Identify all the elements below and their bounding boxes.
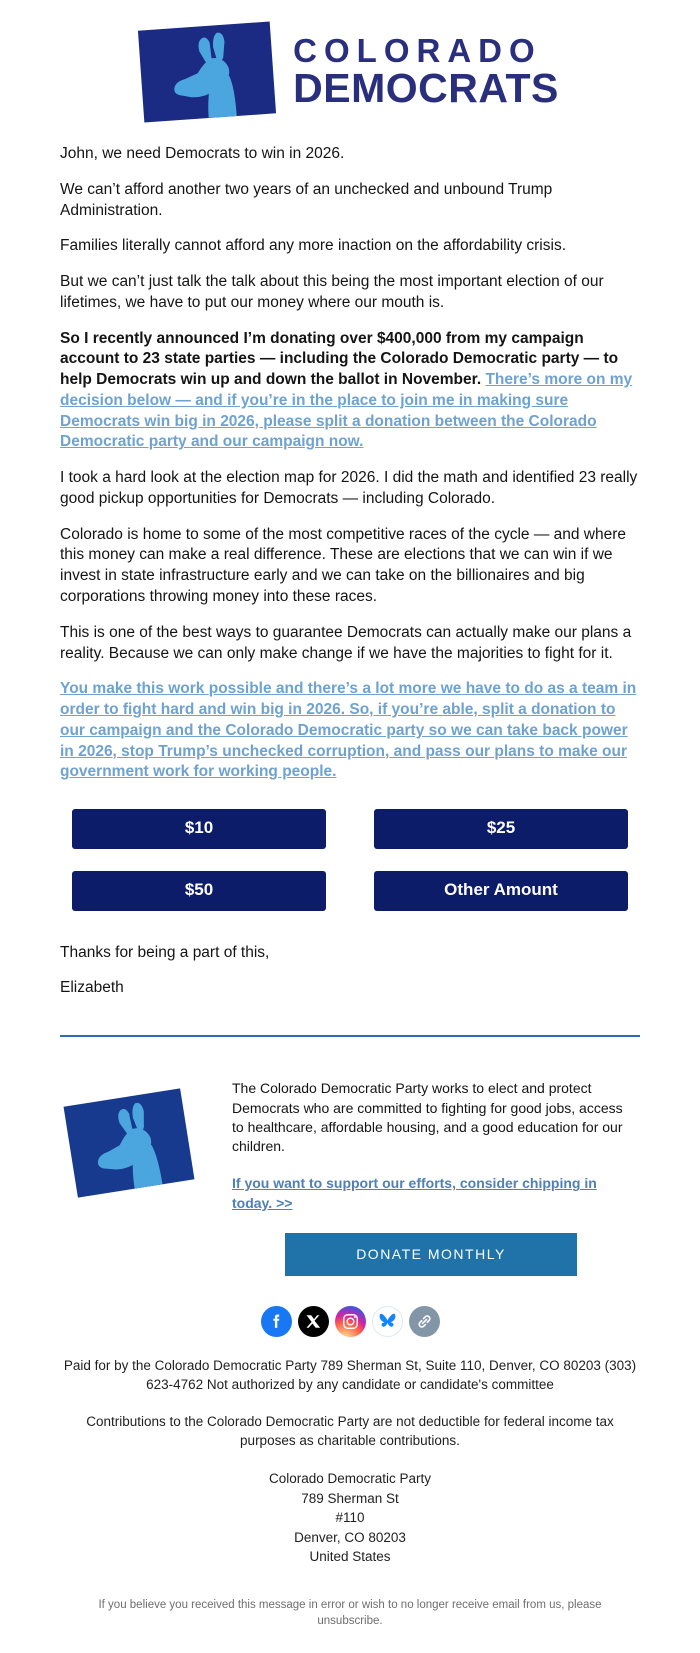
closing-line: Thanks for being a part of this,: [60, 943, 270, 961]
footer-text-column: [232, 1079, 630, 1276]
address-line: 789 Sherman St: [301, 1490, 399, 1506]
address-line: Colorado Democratic Party: [268, 1470, 432, 1486]
paragraph-greeting: John, we need Democrats to win in 2026.: [60, 145, 345, 162]
paid-for-disclaimer: Paid for by the Colorado Democratic Party 789 Sherman St, Suite 110, Denver, CO 80203 (303) 623-4762 Not authorized by any candidate or candidate's committee: [63, 1358, 637, 1393]
paragraph-money-mouth: But we can’t just talk the talk about this being the most important election of our lifetimes, we have to put our money where our mouth is.: [60, 273, 604, 311]
donate-25-button[interactable]: $25: [374, 809, 628, 849]
email-content: [0, 144, 700, 999]
footer-top: [0, 1079, 700, 1276]
donkey-icon: [77, 1096, 181, 1195]
signature: Elizabeth: [60, 979, 124, 997]
donation-amount-buttons: [72, 809, 628, 911]
link-icon[interactable]: [409, 1306, 440, 1337]
social-links: [0, 1306, 700, 1337]
address-line: #110: [335, 1510, 365, 1526]
donate-10-button[interactable]: $10: [72, 809, 326, 849]
paragraph-affordability: Families literally cannot afford any more inaction on the affordability crisis.: [60, 237, 566, 255]
facebook-icon[interactable]: [261, 1306, 292, 1337]
chip-in-link[interactable]: If you want to support our efforts, consider chipping in today. >>: [232, 1175, 597, 1211]
address-line: Denver, CO 80203: [294, 1529, 406, 1545]
colorado-democrats-logo: [138, 22, 276, 123]
instagram-icon[interactable]: [335, 1306, 366, 1337]
bluesky-icon[interactable]: [372, 1306, 403, 1337]
split-donation-link[interactable]: There’s more on my decision below — and if you’re in the place to join me in making sure Democrats win big in 2026, please split a donation between the Colorado Democratic party and our campaign now.: [60, 371, 633, 451]
address-line: United States: [309, 1549, 391, 1565]
mailing-address: [0, 1469, 700, 1567]
email-footer: [0, 1079, 700, 1629]
paragraph-cta: [60, 679, 640, 783]
donate-other-amount-button[interactable]: Other Amount: [374, 871, 628, 911]
brand-colorado: COLORADO: [293, 32, 542, 70]
divider: [60, 1035, 640, 1037]
donkey-icon: [154, 29, 260, 122]
announcement-text: So I recently announced I’m donating over $400,000 from my campaign account to 23 state parties — including the Colorado Democratic party — to help Democrats win up and down the ballot in November.: [60, 329, 619, 389]
brand-header: [0, 0, 700, 144]
brand-wordmark: [293, 34, 559, 109]
contributions-disclaimer: Contributions to the Colorado Democratic Party are not deductible for federal income tax purposes as charitable contributions.: [86, 1414, 614, 1449]
paragraph-guarantee: This is one of the best ways to guarantee Democrats can actually make our plans a reality. Because we can only make change if we have the majorities to fight for it.: [60, 623, 632, 662]
brand-democrats: DEMOCRATS: [293, 64, 559, 111]
footer-logo: [64, 1089, 195, 1198]
paragraph-election-map: I took a hard look at the election map for 2026. I did the math and identified 23 really good pickup opportunities for Democrats — including Colorado.: [60, 469, 638, 507]
paragraph-trump-admin: We can’t afford another two years of an unchecked and unbound Trump Administration.: [60, 180, 553, 219]
take-back-power-link[interactable]: You make this work possible and there’s a lot more we have to do as a team in order to fight hard and win big in 2026. So, if you’re able, split a donation to our campaign and the Colorado Democratic party so we can take back power in 2026, stop Trump’s unchecked corruption, and pass our plans to make our government work for working people.: [60, 680, 637, 781]
donate-50-button[interactable]: $50: [72, 871, 326, 911]
paragraph-competitive-races: Colorado is home to some of the most competitive races of the cycle — and where this money can make a real difference. These are elections that we can win if we invest in state infrastructure early and we can take on the billionaires and big corporations throwing money into these races.: [60, 525, 627, 606]
unsubscribe-text[interactable]: If you believe you received this message in error or wish to no longer receive email from us, please unsubscribe.: [98, 1598, 602, 1627]
donate-monthly-button[interactable]: DONATE MONTHLY: [285, 1233, 577, 1276]
paragraph-announcement: [60, 329, 640, 454]
party-mission-text: The Colorado Democratic Party works to elect and protect Democrats who are committed to fighting for good jobs, access to healthcare, affordable housing, and a good education for our children.: [232, 1080, 623, 1155]
x-icon[interactable]: [298, 1306, 329, 1337]
